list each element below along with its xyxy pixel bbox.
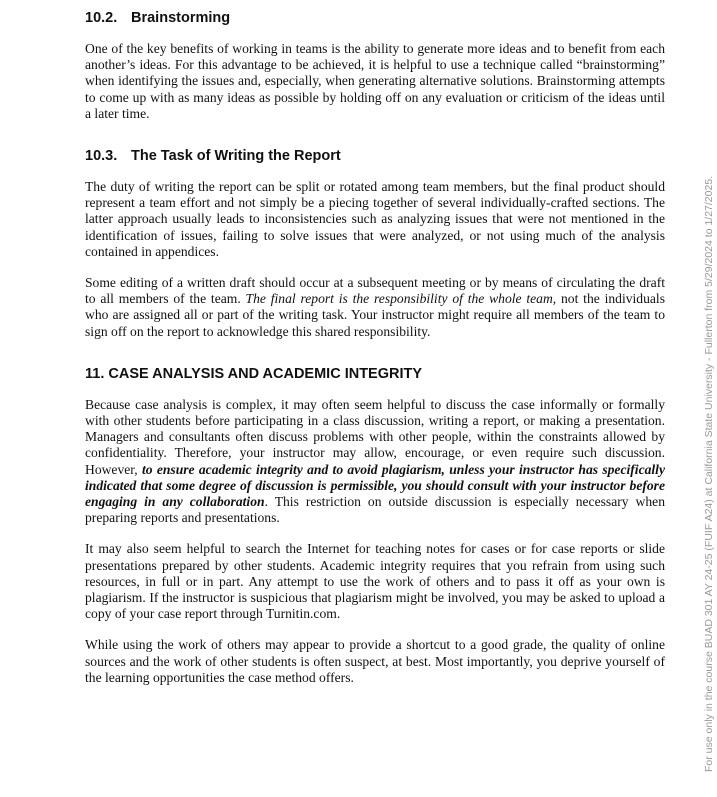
paragraph: One of the key benefits of working in teams is the ability to generate more ideas and to benefit from each another’s ideas. For this advantage to be achieved, it is helpful to use a technique called “brainstorming” when identifying the issues and, especially, when generating alternative solutions. Brainstorming attempts to come up with as many ideas as possible by holding off on any evaluation or criticism of the ideas until a later time. [85, 41, 665, 121]
text: Some editing of a written draft should occur at a subsequent meeting or by means of circulating the draft to all members of the team. [85, 275, 665, 307]
bold-italic-text: to ensure academic integrity and to avoid plagiarism, unless your instructor has specifically indicated that some degree of discussion is permissible, you should consult with your instructor before engaging in any collaboration [85, 461, 665, 510]
section-heading: 11. CASE ANALYSIS AND ACADEMIC INTEGRITY [85, 365, 423, 382]
watermark: For use only in the course BUAD 301 AY 24-25 (FUIF A24) at California State University - Fullerton from 5/29/2024 to 1/27/2025. [703, 175, 715, 772]
section-number: 10.2. [85, 10, 118, 26]
document-page [85, 10, 665, 712]
italic-text: The final report is the responsibility of the whole team, [245, 291, 557, 307]
text: Because case analysis is complex, it may often seem helpful to discuss the case informally or formally with other students before participating in a class discussion, writing a report, or making a presentation. Managers and consultants often discuss problems with other people, within the constraints allowed by confidentiality. Therefore, your instructor may allow, encourage, or even require such discussion. However, [85, 396, 665, 477]
text: . This restriction on outside discussion is especially necessary when preparing reports and presentations. [85, 494, 665, 526]
section-title: Brainstorming [131, 10, 231, 26]
section-number: 10.3. [85, 148, 118, 165]
section-heading [85, 148, 665, 164]
paragraph [85, 275, 665, 340]
section-heading [85, 10, 665, 26]
paragraph: It may also seem helpful to search the Internet for teaching notes for cases or for case reports or slide presentations prepared by other students. Academic integrity requires that you refrain from using such resources, in full or in part. Any attempt to use the work of others and to pass it off as your own is plagiarism. If the instructor is suspicious that plagiarism might be involved, you may be asked to upload a copy of your case report through Turnitin.com. [85, 541, 665, 622]
paragraph [85, 397, 665, 527]
section-writing-report [85, 148, 665, 340]
paragraph: While using the work of others may appear to provide a shortcut to a good grade, the quality of online sources and the work of other students is often suspect, at best. Most importantly, you deprive yourself of the learning opportunities the case method offers. [85, 637, 665, 685]
text: not the individuals who are assigned all or part of the writing task. Your instructor might require all members of the team to sign off on the report to acknowledge this shared responsibility. [85, 291, 665, 339]
section-academic-integrity [85, 366, 665, 686]
section-title: The Task of Writing the Report [131, 148, 341, 165]
paragraph: The duty of writing the report can be split or rotated among team members, but the final product should represent a team effort and not simply be a piecing together of several individually-crafted sections. The latter approach usually leads to inconsistencies such as analyzing issues that were not mentioned in the identification of issues, failing to solve issues that were analyzed, or not using much of the analysis contained in appendices. [85, 179, 665, 259]
section-brainstorming [85, 10, 665, 122]
